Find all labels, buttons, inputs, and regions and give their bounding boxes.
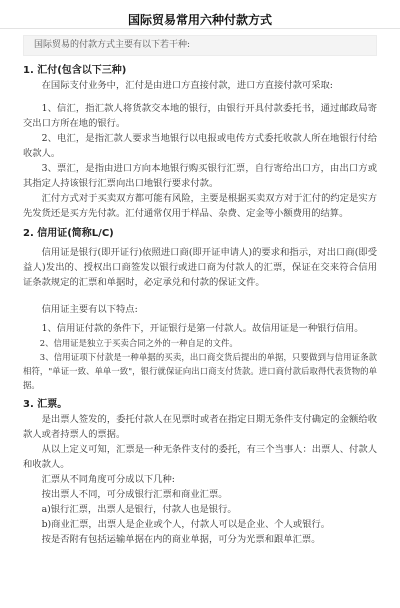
section-1-paragraph: 3、票汇，是指由进口方向本地银行购买银行汇票，自行寄给出口方，由出口方或其指定人持该银行汇票向出口地银行要求付款。: [23, 163, 377, 189]
section-3-paragraph: b)商业汇票，出票人是企业或个人，付款人可以是企业、个人或银行。: [41, 519, 331, 530]
section-3-paragraph: 是出票人签发的，委托付款人在见票时或者在指定日期无条件支付确定的金额给收款人或者持票人的票据。: [23, 414, 377, 440]
section-2-paragraph: 3、信用证项下付款是一种单据的买卖，出口商交货后提出的单据，只要做到与信用证条款相符，"单证一致、单单一致"，银行就保证向出口商支付货款。进口商付款后取得代表货物的单据。: [23, 352, 377, 390]
section-3-paragraph: 从以上定义可知，汇票是一种无条件支付的委托，有三个当事人：出票人、付款人和收款人。: [23, 444, 377, 470]
section-3-paragraph: 按是否附有包括运输单据在内的商业单据，可分为光票和跟单汇票。: [41, 534, 321, 545]
section-1-paragraph: 汇付方式对于买卖双方都可能有风险，主要是根据买卖双方对于汇付的约定是实方先发货还是买方先付款。汇付通常仅用于样品、杂费、定金等小额费用的结算。: [23, 193, 377, 219]
section-1-heading: 1. 汇付(包含以下三种): [23, 65, 127, 76]
section-2-paragraph: 2、信用证是独立于买卖合同之外的一种自足的文件。: [39, 338, 238, 348]
page-title: 国际贸易常用六种付款方式: [127, 13, 272, 27]
section-2-paragraph: 信用证是银行(即开证行)依照进口商(即开证申请人)的要求和指示，对出口商(即受益人)发出的、授权出口商签发以银行或进口商为付款人的汇票，保证在交来符合信用证条款规定的汇票和单据时，必定承兑和付款的保证文件。: [23, 247, 377, 288]
section-3-heading: 3. 汇票。: [23, 399, 68, 410]
section-1-paragraph: 2、电汇，是指汇款人要求当地银行以电报或电传方式委托收款人所在地银行付给收款人。: [23, 133, 377, 159]
section-2-heading: 2. 信用证(简称L/C): [23, 228, 114, 239]
section-2-paragraph: 1、信用证付款的条件下，开证银行是第一付款人。故信用证是一种银行信用。: [41, 323, 364, 334]
section-3-paragraph: a)银行汇票，出票人是银行，付款人也是银行。: [41, 504, 237, 515]
section-2-paragraph: 信用证主要有以下特点:: [41, 304, 138, 315]
section-3-paragraph: 汇票从不同角度可分成以下几种:: [41, 474, 175, 485]
title-divider: [0, 28, 400, 29]
section-1-paragraph: 在国际支付业务中，汇付是由进口方直接付款，进口方直接付款可采取:: [41, 80, 333, 91]
section-3-paragraph: 按出票人不同，可分成银行汇票和商业汇票。: [41, 489, 228, 500]
section-1-paragraph: 1、信汇，指汇款人将货款交本地的银行，由银行开具付款委托书，通过邮政局寄交出口方所在地的银行。: [23, 103, 377, 129]
intro-box: 国际贸易的付款方式主要有以下若干种:: [23, 35, 377, 56]
